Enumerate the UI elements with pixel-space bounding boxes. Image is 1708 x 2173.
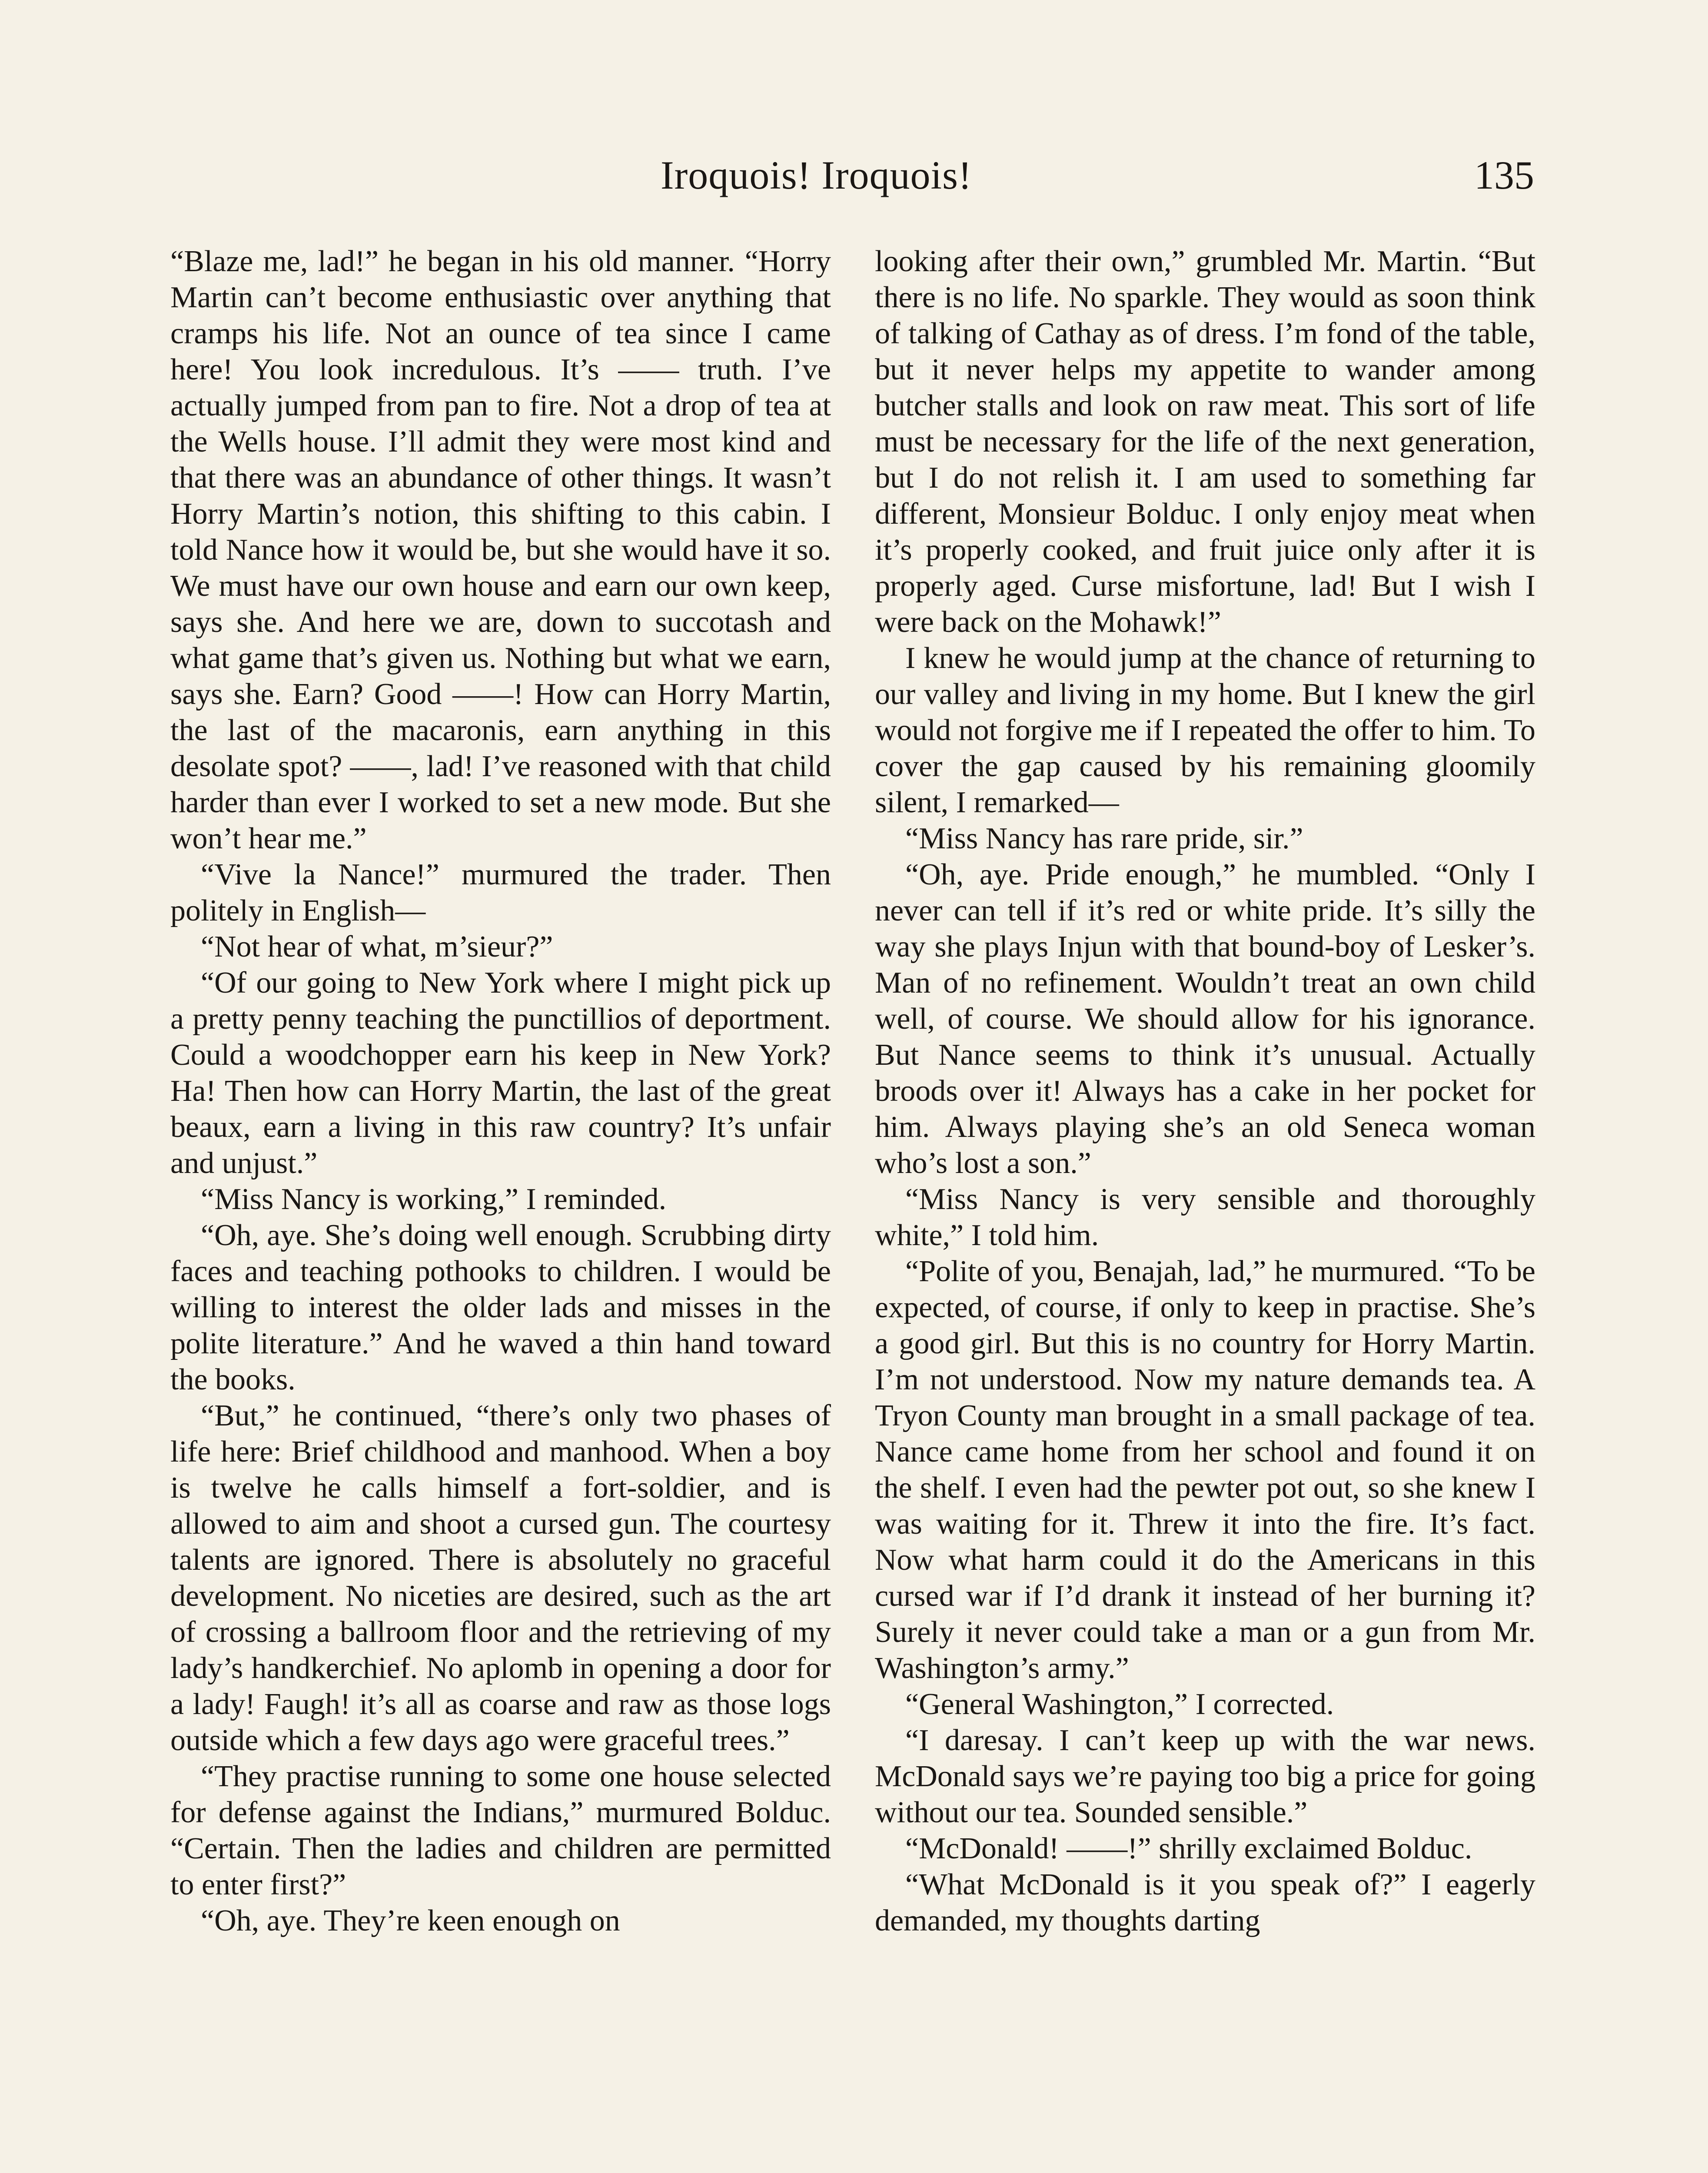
paragraph: “Blaze me, lad!” he began in his old manner. “Horry Martin can’t become enthusiastic over anything that cramps his life. Not an ounce of tea since I came here! You look incredulous. It’s —— truth. I’ve actually jumped from pan to fire. Not a drop of tea at the Wells house. I’ll admit they were most kind and that there was an abundance of other things. It wasn’t Horry Martin’s notion, this shifting to this cabin. I told Nance how it would be, but she would have it so. We must have our own house and earn our own keep, says she. And here we are, down to succotash and what game that’s given us. Nothing but what we earn, says she. Earn? Good ——! How can Horry Martin, the last of the macaronis, earn anything in this desolate spot? ——, lad! I’ve reasoned with that child harder than ever I worked to set a new mode. But she won’t hear me.” <box>170 245 831 855</box>
paragraph: “I daresay. I can’t keep up with the war news. McDonald says we’re paying too big a price for going without our tea. Sounded sensible.” <box>875 1724 1535 1829</box>
paragraph: I knew he would jump at the chance of returning to our valley and living in my home. But I knew the girl would not forgive me if I repeated the offer to him. To cover the gap caused by his remaining gloomily silent, I remarked— <box>875 641 1535 819</box>
paragraph: “Polite of you, Benajah, lad,” he murmured. “To be expected, of course, if only to keep in practise. She’s a good girl. But this is no country for Horry Martin. I’m not understood. Now my nature demands tea. A Tryon County man brought in a small package of tea. Nance came home from her school and found it on the shelf. I even had the pewter pot out, so she knew I was waiting for it. Threw it into the fire. It’s fact. Now what harm could it do the Americans in this cursed war if I’d drank it instead of her burning it? Surely it never could take a man or a gun from Mr. Washington’s army.” <box>875 1255 1535 1685</box>
left-column <box>170 243 831 1939</box>
paragraph: “What McDonald is it you speak of?” I eagerly demanded, my thoughts darting <box>875 1868 1535 1937</box>
running-title: Iroquois! Iroquois! <box>661 153 972 197</box>
paragraph: “Miss Nancy has rare pride, sir.” <box>905 822 1303 855</box>
paragraph: “Oh, aye. Pride enough,” he mumbled. “Only I never can tell if it’s red or white pride. It’s silly the way she plays Injun with that bound-boy of Lesker’s. Man of no refinement. Wouldn’t treat an own child well, of course. We should allow for his ignorance. But Nance seems to think it’s unusual. Actually broods over it! Always has a cake in her pocket for him. Always playing she’s an old Seneca woman who’s lost a son.” <box>875 858 1535 1180</box>
paragraph: “Not hear of what, m’sieur?” <box>201 930 553 964</box>
page-number: 135 <box>1474 153 1534 197</box>
paragraph: “Miss Nancy is very sensible and thoroughly white,” I told him. <box>875 1183 1535 1252</box>
paragraph: “But,” he continued, “there’s only two phases of life here: Brief childhood and manhood. When a boy is twelve he calls himself a fort-soldier, and is allowed to aim and shoot a cursed gun. The courtesy talents are ignored. There is absolutely no graceful development. No niceties are desired, such as the art of crossing a ballroom floor and the retrieving of my lady’s handkerchief. No aplomb in opening a door for a lady! Faugh! it’s all as coarse and raw as those logs outside which a few days ago were graceful trees.” <box>170 1399 831 1757</box>
paragraph: “Oh, aye. She’s doing well enough. Scrubbing dirty faces and teaching pothooks to children. I would be willing to interest the older lads and misses in the polite literature.” And he waved a thin hand toward the books. <box>170 1219 831 1396</box>
paragraph: looking after their own,” grumbled Mr. Martin. “But there is no life. No sparkle. They would as soon think of talking of Cathay as of dress. I’m fond of the table, but it never helps my appetite to wander among butcher stalls and look on raw meat. This sort of life must be necessary for the life of the next generation, but I do not relish it. I am used to something far different, Monsieur Bolduc. I only enjoy meat when it’s properly cooked, and fruit juice only after it is properly aged. Curse misfortune, lad! But I wish I were back on the Mohawk!” <box>875 245 1535 639</box>
paragraph: “They practise running to some one house selected for defense against the Indians,” murmured Bolduc. “Certain. Then the ladies and children are permitted to enter first?” <box>170 1760 831 1901</box>
paragraph: “Miss Nancy is working,” I reminded. <box>201 1183 667 1216</box>
right-column <box>875 243 1535 1939</box>
paragraph: “Of our going to New York where I might pick up a pretty penny teaching the punctillios of deportment. Could a woodchopper earn his keep in New York? Ha! Then how can Horry Martin, the last of the great beaux, earn a living in this raw country? It’s unfair and unjust.” <box>170 966 831 1180</box>
paragraph: “General Washington,” I corrected. <box>905 1688 1334 1721</box>
paragraph: “Oh, aye. They’re keen enough on <box>201 1904 620 1937</box>
paragraph: “McDonald! ——!” shrilly exclaimed Bolduc. <box>905 1832 1472 1865</box>
paragraph: “Vive la Nance!” murmured the trader. Then politely in English— <box>170 858 831 927</box>
